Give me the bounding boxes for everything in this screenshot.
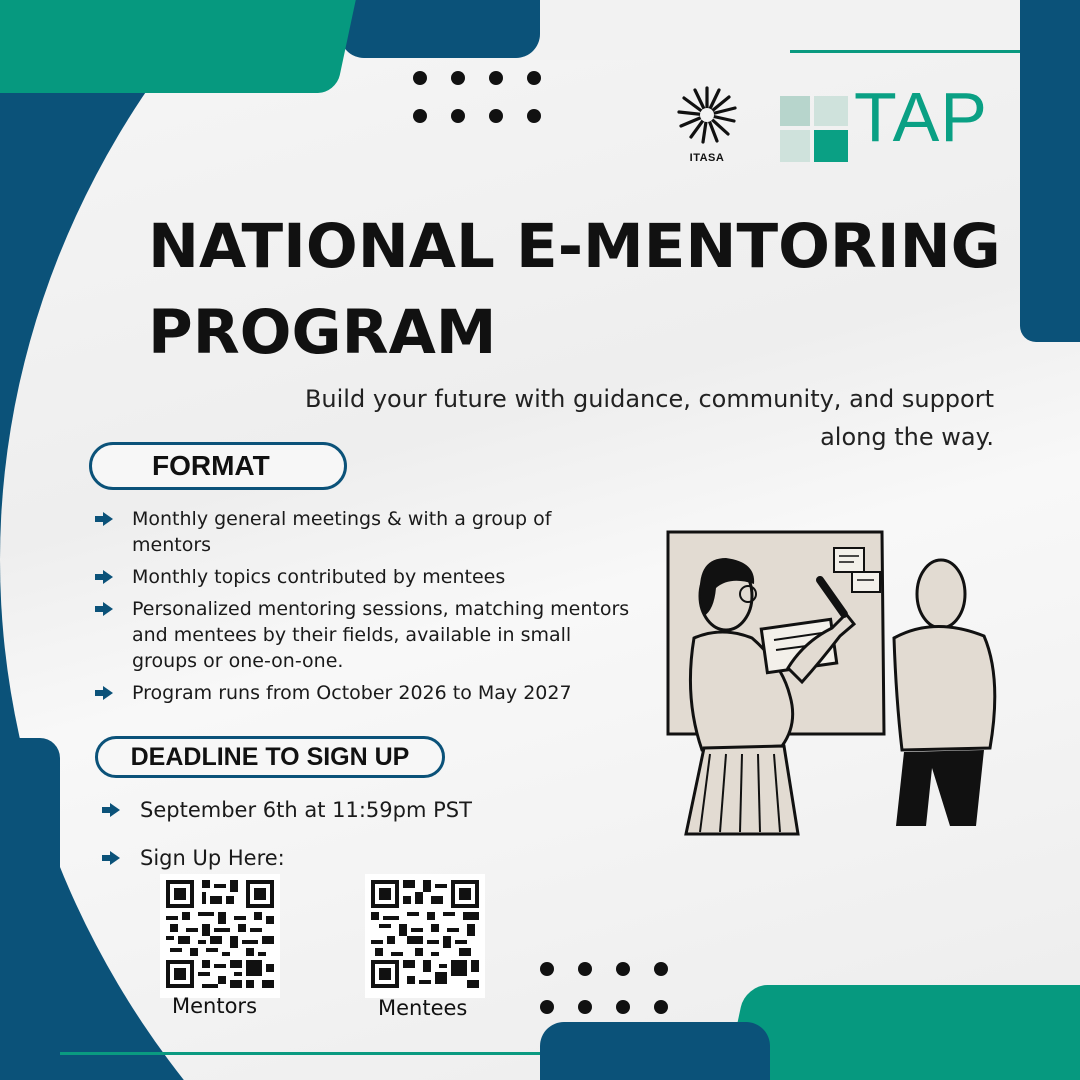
list-item [95,506,635,558]
decor-shape [1020,0,1080,342]
tap-logo [780,78,990,166]
signup-text: Sign Up Here: [140,846,285,870]
arrow-right-icon [95,570,113,584]
decor-line [60,1052,540,1055]
subtitle-line: along the way. [820,423,994,451]
decor-dots [413,71,541,123]
qr-code-icon [371,880,479,988]
title-line: NATIONAL E-MENTORING [148,211,1001,282]
format-heading: FORMAT [89,442,347,490]
mentors-label: Mentors [172,994,258,1018]
list-item [95,680,635,706]
arrow-right-icon [102,803,120,817]
title-line: PROGRAM [148,297,497,368]
decor-line [790,50,1020,53]
qr-code-icon [166,880,274,988]
decor-shape [340,0,540,58]
mentees-label: Mentees [378,996,468,1020]
list-item-text: Program runs from October 2026 to May 2027 [132,682,572,704]
arrow-right-icon [95,512,113,526]
list-item-text: Monthly general meetings & with a group of mentors [132,508,552,556]
tap-logo-icon [780,96,850,164]
decor-shape [0,0,360,93]
tap-wordmark: TAP [854,78,988,156]
decor-shape [0,738,60,1080]
arrow-right-icon [95,686,113,700]
decor-dots [540,962,668,1014]
list-item-text: Monthly topics contributed by mentees [132,566,506,588]
itasa-logo [672,84,742,164]
page-title [148,204,1028,376]
list-item [95,596,635,674]
itasa-wordmark: ITASA [689,152,725,164]
itasa-logo-icon [675,84,739,146]
decor-shape [540,1022,770,1080]
arrow-right-icon [95,602,113,616]
arrow-right-icon [102,851,120,865]
list-item [95,564,635,590]
deadline-date: September 6th at 11:59pm PST [140,798,472,822]
mentoring-illustration [664,528,1004,838]
mentees-qr-code[interactable] [365,874,485,998]
format-list [95,506,635,712]
list-item [102,844,602,872]
decor-shape [720,985,1080,1080]
list-item [102,796,602,824]
subtitle-line: Build your future with guidance, community, and support [304,385,994,413]
deadline-heading: DEADLINE TO SIGN UP [95,736,445,778]
list-item-text: Personalized mentoring sessions, matching mentors and mentees by their fields, available in small groups or one-on-one. [132,598,630,672]
mentors-qr-code[interactable] [160,874,280,998]
